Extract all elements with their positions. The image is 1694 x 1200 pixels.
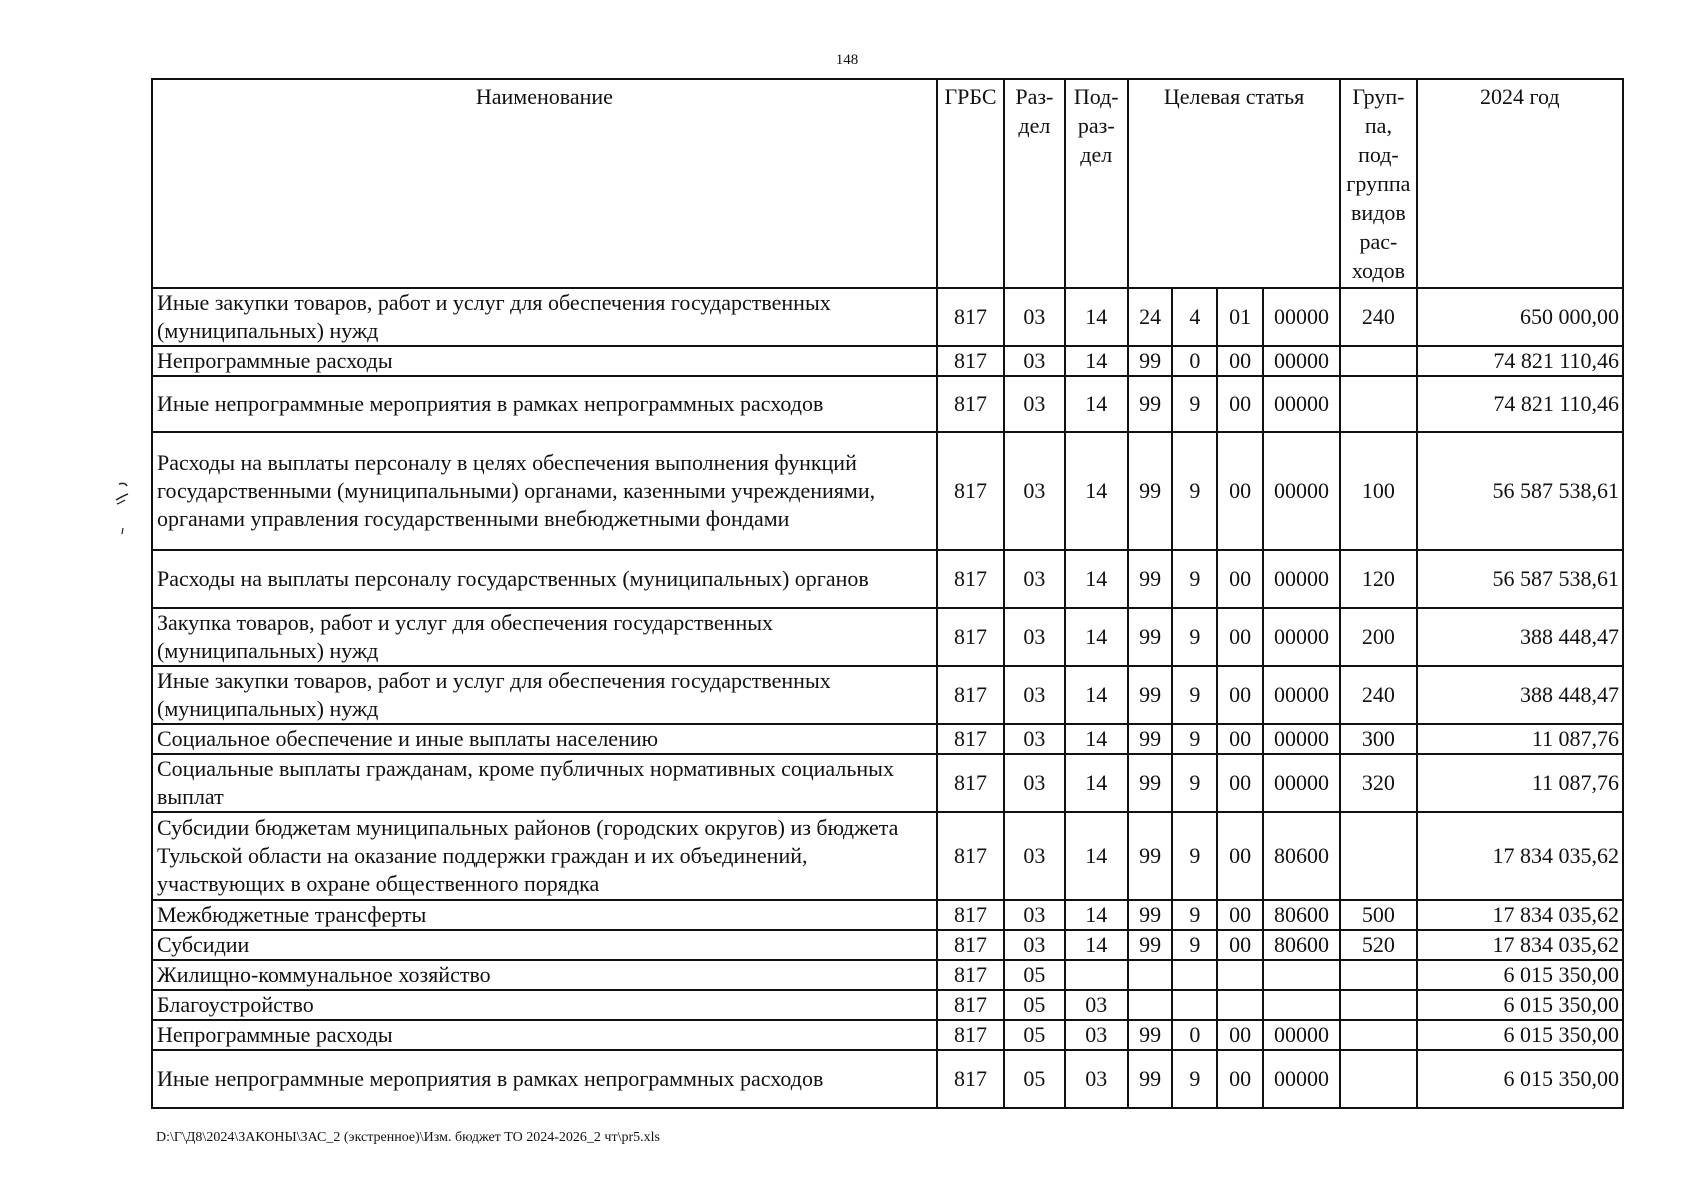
row-grbs: 817	[937, 930, 1004, 960]
row-expense-group	[1340, 812, 1416, 900]
row-name: Иные непрограммные мероприятия в рамках непрограммных расходов	[152, 1050, 937, 1108]
table-row	[152, 288, 1623, 346]
row-target-subprogram: 00	[1217, 1050, 1262, 1108]
row-target-direction: 80600	[1263, 900, 1340, 930]
row-amount: 6 015 350,00	[1417, 960, 1623, 990]
row-expense-group: 500	[1340, 900, 1416, 930]
row-grbs: 817	[937, 1050, 1004, 1108]
row-grbs: 817	[937, 550, 1004, 608]
row-target-subprogram: 00	[1217, 666, 1262, 724]
row-name: Закупка товаров, работ и услуг для обеспечения государственных (муниципальных) нужд	[152, 608, 937, 666]
row-target-program: 99	[1128, 1050, 1172, 1108]
row-name: Непрограммные расходы	[152, 346, 937, 376]
row-target-type: 0	[1172, 346, 1217, 376]
row-expense-group: 120	[1340, 550, 1416, 608]
row-name: Непрограммные расходы	[152, 1020, 937, 1050]
row-podrazdel: 14	[1065, 666, 1128, 724]
row-target-direction: 00000	[1263, 346, 1340, 376]
row-amount: 6 015 350,00	[1417, 990, 1623, 1020]
row-razdel: 03	[1004, 550, 1064, 608]
row-target-type: 4	[1172, 288, 1217, 346]
row-amount: 74 821 110,46	[1417, 346, 1623, 376]
row-target-subprogram: 00	[1217, 754, 1262, 812]
table-row	[152, 754, 1623, 812]
row-podrazdel: 03	[1065, 1020, 1128, 1050]
row-target-type: 9	[1172, 930, 1217, 960]
row-amount: 56 587 538,61	[1417, 432, 1623, 550]
row-podrazdel: 14	[1065, 288, 1128, 346]
row-target-program	[1128, 990, 1172, 1020]
row-name: Социальное обеспечение и иные выплаты населению	[152, 724, 937, 754]
row-razdel: 05	[1004, 1050, 1064, 1108]
header-target-article: Целевая статья	[1128, 79, 1340, 288]
header-name: Наименование	[152, 79, 937, 288]
row-podrazdel: 14	[1065, 900, 1128, 930]
row-razdel: 03	[1004, 666, 1064, 724]
row-razdel: 03	[1004, 900, 1064, 930]
row-target-program: 99	[1128, 608, 1172, 666]
row-name: Жилищно-коммунальное хозяйство	[152, 960, 937, 990]
row-target-direction: 80600	[1263, 930, 1340, 960]
row-target-program: 99	[1128, 1020, 1172, 1050]
row-target-type: 9	[1172, 900, 1217, 930]
row-podrazdel: 03	[1065, 1050, 1128, 1108]
row-razdel: 05	[1004, 1020, 1064, 1050]
table-row	[152, 346, 1623, 376]
budget-table	[151, 78, 1624, 1109]
row-grbs: 817	[937, 724, 1004, 754]
row-expense-group	[1340, 346, 1416, 376]
row-expense-group: 300	[1340, 724, 1416, 754]
row-target-type: 9	[1172, 812, 1217, 900]
row-target-direction	[1263, 990, 1340, 1020]
row-grbs: 817	[937, 432, 1004, 550]
row-podrazdel: 14	[1065, 432, 1128, 550]
row-target-direction	[1263, 960, 1340, 990]
margin-pen-mark	[113, 478, 133, 538]
row-target-type	[1172, 960, 1217, 990]
row-grbs: 817	[937, 900, 1004, 930]
row-target-program: 99	[1128, 724, 1172, 754]
table-row	[152, 376, 1623, 432]
row-target-program	[1128, 960, 1172, 990]
row-grbs: 817	[937, 990, 1004, 1020]
row-name: Иные непрограммные мероприятия в рамках непрограммных расходов	[152, 376, 937, 432]
row-name: Расходы на выплаты персоналу в целях обеспечения выполнения функций государственными (муниципальными) органами, казенными учреждениями, органами управления государственными внебюджетными фондами	[152, 432, 937, 550]
row-target-program: 99	[1128, 550, 1172, 608]
row-razdel: 03	[1004, 608, 1064, 666]
row-expense-group: 200	[1340, 608, 1416, 666]
row-razdel: 03	[1004, 812, 1064, 900]
row-target-type: 9	[1172, 550, 1217, 608]
row-target-subprogram: 00	[1217, 432, 1262, 550]
row-target-type: 9	[1172, 608, 1217, 666]
row-target-direction: 00000	[1263, 1050, 1340, 1108]
row-razdel: 03	[1004, 432, 1064, 550]
row-razdel: 03	[1004, 346, 1064, 376]
page-number: 148	[835, 52, 859, 68]
table-row	[152, 432, 1623, 550]
row-target-type: 0	[1172, 1020, 1217, 1050]
row-podrazdel	[1065, 960, 1128, 990]
row-grbs: 817	[937, 346, 1004, 376]
row-target-program: 99	[1128, 346, 1172, 376]
row-target-direction: 80600	[1263, 812, 1340, 900]
table-row	[152, 900, 1623, 930]
row-amount: 17 834 035,62	[1417, 812, 1623, 900]
row-name: Иные закупки товаров, работ и услуг для обеспечения государственных (муниципальных) нужд	[152, 288, 937, 346]
table-row	[152, 550, 1623, 608]
row-name: Расходы на выплаты персоналу государственных (муниципальных) органов	[152, 550, 937, 608]
row-expense-group	[1340, 1050, 1416, 1108]
row-podrazdel: 14	[1065, 754, 1128, 812]
row-target-direction: 00000	[1263, 376, 1340, 432]
row-expense-group	[1340, 1020, 1416, 1050]
row-amount: 74 821 110,46	[1417, 376, 1623, 432]
row-grbs: 817	[937, 812, 1004, 900]
row-target-type: 9	[1172, 376, 1217, 432]
row-target-subprogram: 00	[1217, 1020, 1262, 1050]
row-target-direction: 00000	[1263, 724, 1340, 754]
row-expense-group	[1340, 990, 1416, 1020]
table-row	[152, 666, 1623, 724]
footer-file-path: D:\Г\Д8\2024\ЗАКОНЫ\ЗАС_2 (экстренное)\Изм. бюджет ТО 2024-2026_2 чт\pr5.xls	[156, 1130, 660, 1145]
row-razdel: 03	[1004, 930, 1064, 960]
row-target-subprogram: 00	[1217, 608, 1262, 666]
row-target-subprogram: 00	[1217, 376, 1262, 432]
row-grbs: 817	[937, 666, 1004, 724]
row-name: Межбюджетные трансферты	[152, 900, 937, 930]
row-grbs: 817	[937, 960, 1004, 990]
row-expense-group: 240	[1340, 288, 1416, 346]
row-amount: 11 087,76	[1417, 754, 1623, 812]
row-target-subprogram: 00	[1217, 812, 1262, 900]
table-row	[152, 990, 1623, 1020]
row-razdel: 03	[1004, 724, 1064, 754]
row-target-type: 9	[1172, 432, 1217, 550]
row-amount: 17 834 035,62	[1417, 930, 1623, 960]
row-target-subprogram: 00	[1217, 346, 1262, 376]
row-target-subprogram	[1217, 960, 1262, 990]
table-row	[152, 812, 1623, 900]
row-target-direction: 00000	[1263, 432, 1340, 550]
row-amount: 17 834 035,62	[1417, 900, 1623, 930]
row-podrazdel: 14	[1065, 346, 1128, 376]
row-target-type: 9	[1172, 1050, 1217, 1108]
row-podrazdel: 14	[1065, 608, 1128, 666]
row-razdel: 03	[1004, 376, 1064, 432]
table-row	[152, 960, 1623, 990]
row-target-direction: 00000	[1263, 288, 1340, 346]
table-row	[152, 1050, 1623, 1108]
row-target-type	[1172, 990, 1217, 1020]
row-target-subprogram	[1217, 990, 1262, 1020]
row-target-direction: 00000	[1263, 608, 1340, 666]
header-grbs: ГРБС	[937, 79, 1004, 288]
row-target-type: 9	[1172, 666, 1217, 724]
header-year: 2024 год	[1417, 79, 1623, 288]
row-expense-group	[1340, 960, 1416, 990]
header-row	[152, 79, 1623, 288]
row-expense-group: 520	[1340, 930, 1416, 960]
header-expense-group: Груп- па, под- группа видов рас- ходов	[1340, 79, 1416, 288]
row-amount: 56 587 538,61	[1417, 550, 1623, 608]
row-razdel: 03	[1004, 754, 1064, 812]
row-podrazdel: 14	[1065, 550, 1128, 608]
row-target-type: 9	[1172, 754, 1217, 812]
row-target-program: 99	[1128, 376, 1172, 432]
row-expense-group: 240	[1340, 666, 1416, 724]
row-target-program: 99	[1128, 930, 1172, 960]
table-row	[152, 724, 1623, 754]
row-target-program: 99	[1128, 432, 1172, 550]
row-amount: 11 087,76	[1417, 724, 1623, 754]
row-target-direction: 00000	[1263, 550, 1340, 608]
row-amount: 388 448,47	[1417, 666, 1623, 724]
row-target-subprogram: 00	[1217, 724, 1262, 754]
row-amount: 6 015 350,00	[1417, 1050, 1623, 1108]
row-grbs: 817	[937, 376, 1004, 432]
row-podrazdel: 14	[1065, 930, 1128, 960]
row-target-subprogram: 00	[1217, 900, 1262, 930]
row-amount: 6 015 350,00	[1417, 1020, 1623, 1050]
row-grbs: 817	[937, 288, 1004, 346]
row-target-program: 24	[1128, 288, 1172, 346]
row-amount: 388 448,47	[1417, 608, 1623, 666]
row-target-program: 99	[1128, 666, 1172, 724]
table-row	[152, 608, 1623, 666]
row-razdel: 05	[1004, 990, 1064, 1020]
row-name: Благоустройство	[152, 990, 937, 1020]
row-name: Субсидии	[152, 930, 937, 960]
row-amount: 650 000,00	[1417, 288, 1623, 346]
row-podrazdel: 14	[1065, 376, 1128, 432]
row-target-direction: 00000	[1263, 754, 1340, 812]
row-target-subprogram: 01	[1217, 288, 1262, 346]
row-target-subprogram: 00	[1217, 930, 1262, 960]
row-podrazdel: 03	[1065, 990, 1128, 1020]
header-razdel: Раз- дел	[1004, 79, 1064, 288]
row-grbs: 817	[937, 1020, 1004, 1050]
row-razdel: 05	[1004, 960, 1064, 990]
table-row	[152, 1020, 1623, 1050]
row-target-program: 99	[1128, 754, 1172, 812]
row-name: Субсидии бюджетам муниципальных районов (городских округов) из бюджета Тульской области на оказание поддержки граждан и их объединений, участвующих в охране общественного порядка	[152, 812, 937, 900]
header-podrazdel: Под- раз- дел	[1065, 79, 1128, 288]
row-expense-group: 320	[1340, 754, 1416, 812]
row-podrazdel: 14	[1065, 812, 1128, 900]
row-razdel: 03	[1004, 288, 1064, 346]
row-target-program: 99	[1128, 900, 1172, 930]
row-podrazdel: 14	[1065, 724, 1128, 754]
row-target-type: 9	[1172, 724, 1217, 754]
row-target-subprogram: 00	[1217, 550, 1262, 608]
row-target-program: 99	[1128, 812, 1172, 900]
row-grbs: 817	[937, 754, 1004, 812]
row-grbs: 817	[937, 608, 1004, 666]
row-expense-group	[1340, 376, 1416, 432]
row-name: Иные закупки товаров, работ и услуг для обеспечения государственных (муниципальных) нужд	[152, 666, 937, 724]
row-name: Социальные выплаты гражданам, кроме публичных нормативных социальных выплат	[152, 754, 937, 812]
row-expense-group: 100	[1340, 432, 1416, 550]
table-row	[152, 930, 1623, 960]
row-target-direction: 00000	[1263, 1020, 1340, 1050]
row-target-direction: 00000	[1263, 666, 1340, 724]
